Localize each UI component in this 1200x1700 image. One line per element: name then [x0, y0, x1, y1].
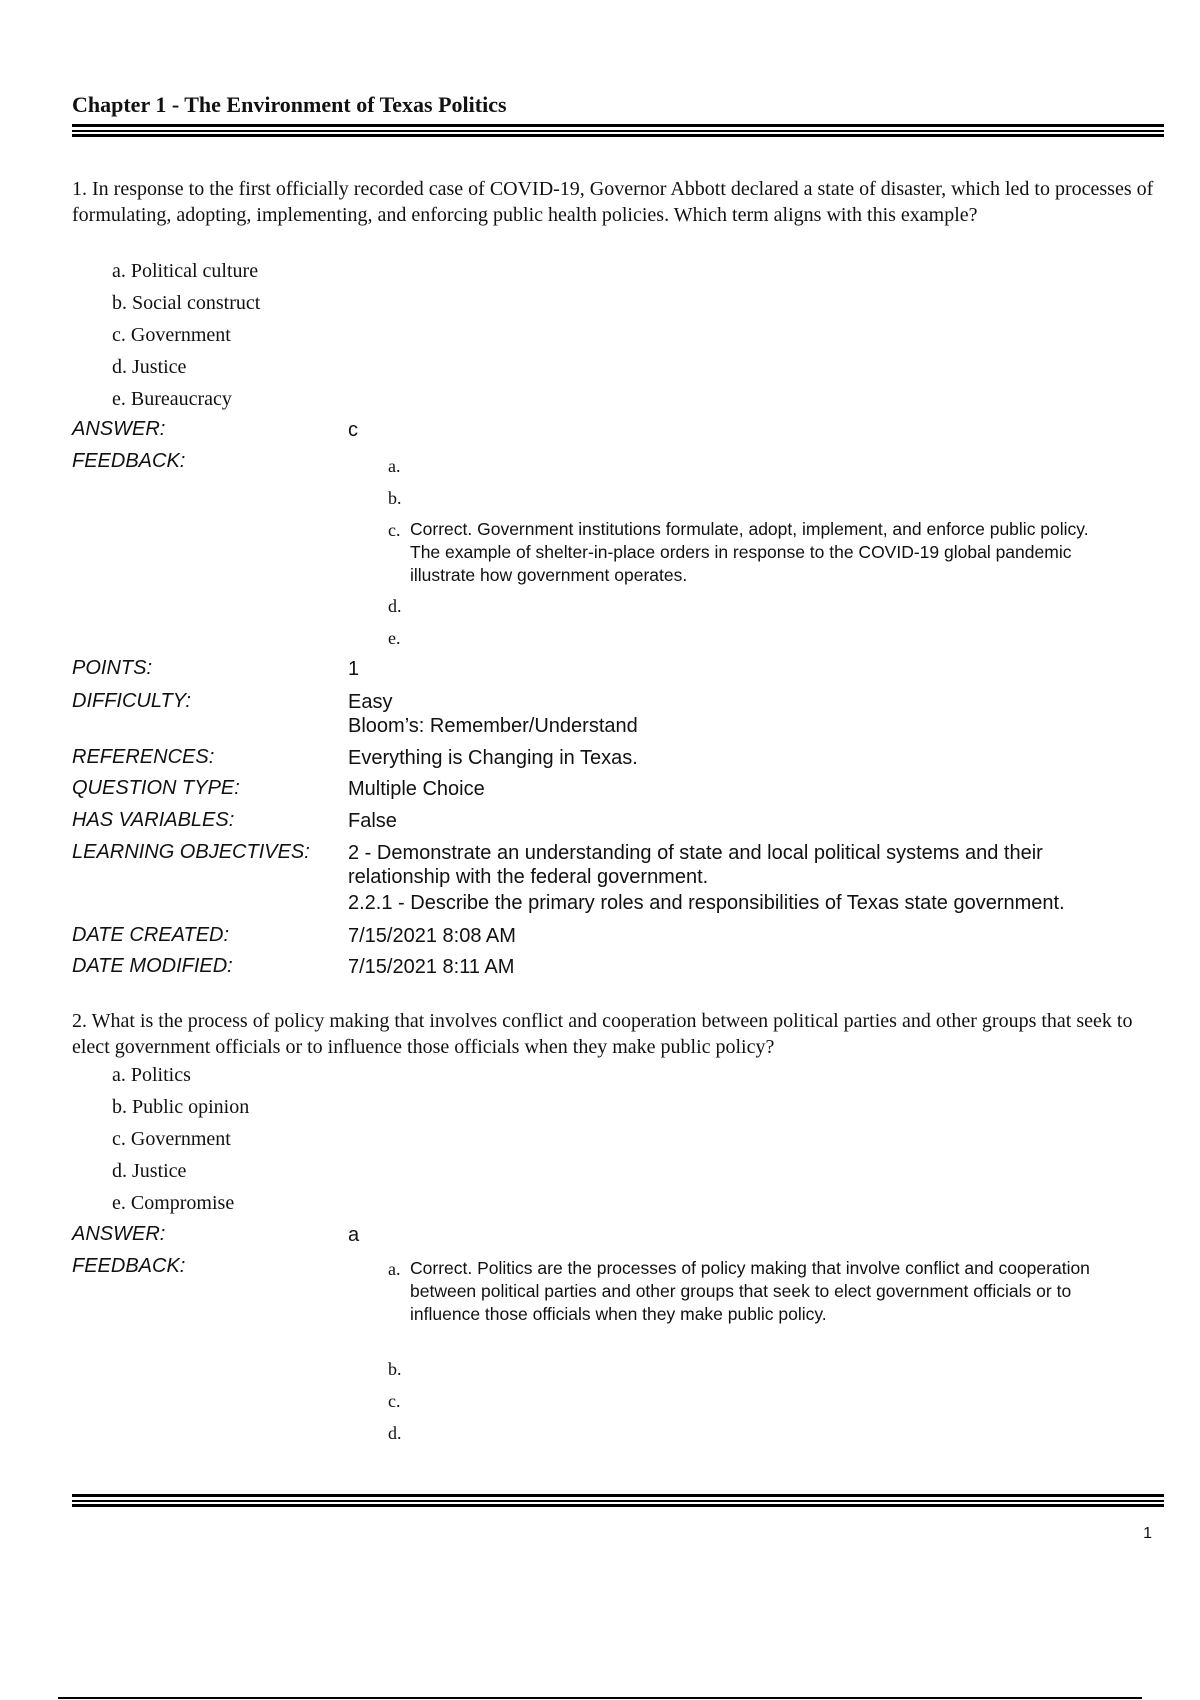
points-label: POINTS:: [72, 657, 153, 679]
has-variables-value: False: [348, 810, 397, 832]
option-item: b. Public opinion: [112, 1096, 250, 1118]
learning-objective-1: 2 - Demonstrate an understanding of state and local political systems and their relationship with the federal government.: [348, 842, 1043, 888]
chapter-title: Chapter 1 - The Environment of Texas Politics: [72, 92, 507, 117]
question-1-text: 1. In response to the first officially recorded case of COVID-19, Governor Abbott declared a state of disaster, which led to processes of formulating, adopting, implementing, and enforcing public health policies. Which term aligns with this example?: [72, 178, 1154, 226]
feedback-item: [388, 514, 1148, 590]
question-1-options: [112, 255, 260, 415]
header-rule: [72, 124, 1164, 137]
points-value: 1: [348, 658, 360, 680]
feedback-letter: c.: [388, 520, 401, 540]
question-type-value: Multiple Choice: [348, 778, 485, 800]
feedback-text: Correct. Politics are the processes of policy making that involve conflict and cooperation between political parties and other groups that seek to elect government officials or to influence those officials when they make public policy.: [410, 1258, 1090, 1324]
feedback-item: [388, 450, 1148, 482]
feedback-letter: b.: [388, 1359, 402, 1379]
document-page: [72, 0, 1164, 1700]
option-item: e. Compromise: [112, 1192, 235, 1214]
feedback-letter: c.: [388, 1391, 401, 1411]
answer-label: ANSWER:: [72, 1223, 166, 1245]
feedback-item: [388, 1417, 1148, 1449]
feedback-label: FEEDBACK:: [72, 1255, 186, 1277]
option-item: b. Social construct: [112, 292, 261, 314]
feedback-letter: d.: [388, 596, 402, 616]
feedback-item: [388, 1353, 1148, 1385]
option-item: d. Justice: [112, 1160, 187, 1182]
question-2-options: [112, 1059, 249, 1219]
option-item: d. Justice: [112, 356, 187, 378]
option-item: e. Bureaucracy: [112, 388, 232, 410]
answer-label: ANSWER:: [72, 418, 166, 440]
difficulty-value: Easy: [348, 691, 393, 713]
answer-value: a: [348, 1224, 360, 1246]
feedback-item: [388, 622, 1148, 654]
feedback-letter: d.: [388, 1423, 402, 1443]
question-type-label: QUESTION TYPE:: [72, 777, 240, 799]
feedback-text: Correct. Government institutions formulate, adopt, implement, and enforce public policy. The example of shelter-in-place orders in response to the COVID-19 global pandemic illustrate how government operates.: [410, 519, 1089, 585]
feedback-list: [388, 450, 1148, 654]
answer-value: c: [348, 419, 358, 441]
feedback-letter: a.: [388, 456, 401, 476]
option-item: c. Government: [112, 324, 231, 346]
feedback-list: [388, 1253, 1148, 1449]
feedback-label: FEEDBACK:: [72, 450, 186, 472]
references-label: REFERENCES:: [72, 746, 215, 768]
difficulty-label: DIFFICULTY:: [72, 690, 191, 712]
page-number: 1: [1143, 1525, 1152, 1542]
learning-objective-2: 2.2.1 - Describe the primary roles and responsibilities of Texas state government.: [348, 892, 1065, 914]
option-item: c. Government: [112, 1128, 231, 1150]
references-value: Everything is Changing in Texas.: [348, 747, 638, 769]
feedback-letter: b.: [388, 488, 402, 508]
option-item: a. Political culture: [112, 260, 259, 282]
question-2-text: 2. What is the process of policy making that involves conflict and cooperation between political parties and other groups that seek to elect government officials or to influence those officials when they make public policy?: [72, 1010, 1133, 1058]
date-created-label: DATE CREATED:: [72, 924, 230, 946]
feedback-letter: a.: [388, 1259, 401, 1279]
feedback-item: [388, 1385, 1148, 1417]
option-item: a. Politics: [112, 1064, 191, 1086]
blooms-value: Bloom’s: Remember/Understand: [348, 715, 638, 737]
feedback-item: [388, 482, 1148, 514]
feedback-letter: e.: [388, 628, 401, 648]
has-variables-label: HAS VARIABLES:: [72, 809, 235, 831]
date-modified-value: 7/15/2021 8:11 AM: [348, 956, 515, 978]
date-created-value: 7/15/2021 8:08 AM: [348, 925, 516, 947]
footer-rule: [72, 1494, 1164, 1507]
feedback-item: [388, 590, 1148, 622]
learning-objectives-label: LEARNING OBJECTIVES:: [72, 841, 310, 863]
page-edge-line: [58, 1697, 1142, 1699]
date-modified-label: DATE MODIFIED:: [72, 955, 233, 977]
feedback-item: [388, 1253, 1148, 1353]
